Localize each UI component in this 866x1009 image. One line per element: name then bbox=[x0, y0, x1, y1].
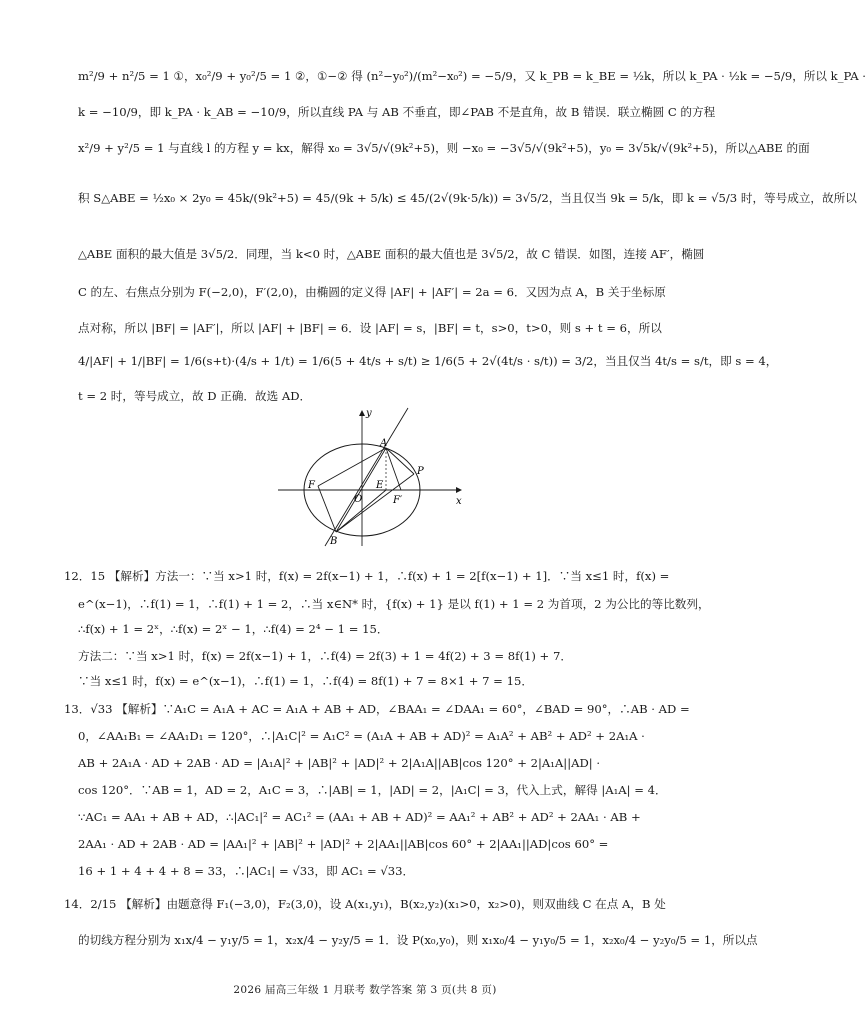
origin-label: O bbox=[354, 494, 363, 505]
text-line: k = −10/9，即 k_PA · k_AB = −10/9，所以直线 PA 与 AB 不垂直，即∠PAB 不是直角，故 B 错误．联立椭圆 C 的方程 bbox=[78, 105, 716, 119]
text-line: 点对称，所以 |BF| = |AF′|，所以 |AF| + |BF| = 6．设 |AF| = s，|BF| = t，s>0，t>0，则 s + t = 6，所以 bbox=[78, 321, 662, 335]
text-line: m²/9 + n²/5 = 1 ①，x₀²/9 + y₀²/5 = 1 ②，①−② 得 (n²−y₀²)/(m²−x₀²) = −5/9，又 k_PB = k_BE = ½k，所以 k_PA · ½k = −5/9，所以 k_PA · bbox=[78, 69, 866, 83]
q13-line: AB + 2A₁A · AD + 2AB · AD = |A₁A|² + |AB|² + |AD|² + 2|A₁A||AB|cos 120° + 2|A₁A||AD| · bbox=[78, 756, 601, 770]
page-footer: 2026 届高三年级 1 月联考 数学答案 第 3 页(共 8 页) bbox=[233, 984, 497, 996]
text-line: x²/9 + y²/5 = 1 与直线 l 的方程 y = kx，解得 x₀ = 3√5/√(9k²+5)，则 −x₀ = −3√5/√(9k²+5)，y₀ = 3√5k/√(9k²+5)，所以△ABE 的面 bbox=[78, 141, 810, 155]
q13-line: ∵AC₁ = AA₁ + AB + AD，∴|AC₁|² = AC₁² = (AA₁ + AB + AD)² = AA₁² + AB² + AD² + 2AA₁ · AB + bbox=[78, 810, 641, 824]
text-line: t = 2 时，等号成立，故 D 正确．故选 AD． bbox=[78, 389, 312, 403]
q12-line: 方法二：∵当 x>1 时，f(x) = 2f(x−1) + 1，∴f(4) = 2f(3) + 1 = 4f(2) + 3 = 8f(1) + 7． bbox=[78, 649, 572, 663]
point-b-label: B bbox=[330, 536, 338, 547]
point-a-label: A bbox=[380, 438, 388, 449]
segment-bf bbox=[318, 486, 336, 532]
x-axis-label: x bbox=[456, 496, 462, 507]
q13-line: 2AA₁ · AD + 2AB · AD = |AA₁|² + |AB|² + |AD|² + 2|AA₁||AB|cos 60° + 2|AA₁||AD|cos 60° = bbox=[78, 837, 609, 851]
text-line: 4/|AF| + 1/|BF| = 1/6(s+t)·(4/s + 1/t) = 1/6(5 + 4t/s + s/t) ≥ 1/6(5 + 2√(4t/s · s/t)) = 3/2，当且仅当 4t/s = s/t，即 s = 4， bbox=[78, 354, 778, 368]
text-line: 积 S△ABE = ½x₀ × 2y₀ = 45k/(9k²+5) = 45/(9k + 5/k) ≤ 45/(2√(9k·5/k)) = 3√5/2，当且仅当 9k = 5/k，即 k = √5/3 时，等号成立，故所以 bbox=[78, 191, 857, 205]
ellipse-figure bbox=[270, 408, 470, 548]
q14-line: 14．2/15 【解析】由题意得 F₁(−3,0)，F₂(3,0)，设 A(x₁,y₁)，B(x₂,y₂)(x₁>0，x₂>0)，则双曲线 C 在点 A，B 处 bbox=[64, 897, 666, 911]
text-line: C 的左、右焦点分别为 F(−2,0)，F′(2,0)，由椭圆的定义得 |AF| + |AF′| = 2a = 6．又因为点 A，B 关于坐标原 bbox=[78, 285, 666, 299]
x-axis-arrow bbox=[456, 487, 462, 493]
point-e-label: E bbox=[376, 480, 384, 491]
y-axis-arrow bbox=[359, 410, 365, 416]
line-l bbox=[325, 408, 408, 546]
q13-line: 0，∠AA₁B₁ = ∠AA₁D₁ = 120°，∴|A₁C|² = A₁C² = (A₁A + AB + AD)² = A₁A² + AB² + AD² + 2A₁A · bbox=[78, 729, 645, 743]
point-p-label: P bbox=[417, 466, 424, 477]
q13-line: 13．√33 【解析】∵A₁C = A₁A + AC = A₁A + AB + AD，∠BAA₁ = ∠DAA₁ = 60°，∠BAD = 90°，∴AB · AD = bbox=[64, 702, 690, 716]
q12-line: ∵当 x≤1 时，f(x) = e^(x−1)，∴f(1) = 1，∴f(4) = 8f(1) + 7 = 8×1 + 7 = 15． bbox=[78, 674, 533, 688]
q12-line: e^(x−1)，∴f(1) = 1，∴f(1) + 1 = 2，∴当 x∈N* 时，{f(x) + 1} 是以 f(1) + 1 = 2 为首项，2 为公比的等比数列， bbox=[78, 597, 710, 611]
q12-line: ∴f(x) + 1 = 2ˣ，∴f(x) = 2ˣ − 1，∴f(4) = 2⁴ − 1 = 15． bbox=[78, 622, 389, 636]
y-axis-label: y bbox=[366, 408, 372, 419]
text-line: △ABE 面积的最大值是 3√5/2．同理，当 k<0 时，△ABE 面积的最大值也是 3√5/2，故 C 错误．如图，连接 AF′，椭圆 bbox=[78, 247, 705, 261]
q13-line: cos 120°．∵AB = 1，AD = 2，A₁C = 3，∴|AB| = 1，|AD| = 2，|A₁C| = 3，代入上式，解得 |A₁A| = 4． bbox=[78, 783, 667, 797]
q12-line: 12．15 【解析】方法一：∵当 x>1 时，f(x) = 2f(x−1) + 1，∴f(x) + 1 = 2[f(x−1) + 1]．∵当 x≤1 时，f(x) = bbox=[64, 569, 670, 583]
q14-line: 的切线方程分别为 x₁x/4 − y₁y/5 = 1，x₂x/4 − y₂y/5 = 1．设 P(x₀,y₀)，则 x₁x₀/4 − y₁y₀/5 = 1，x₂x₀/4 − y₂y₀/5 = 1，所以点 bbox=[78, 933, 758, 947]
point-f-label: F bbox=[308, 480, 315, 491]
point-f-prime-label: F′ bbox=[393, 495, 403, 506]
q13-line: 16 + 1 + 4 + 4 + 8 = 33，∴|AC₁| = √33，即 AC₁ = √33． bbox=[78, 864, 415, 878]
